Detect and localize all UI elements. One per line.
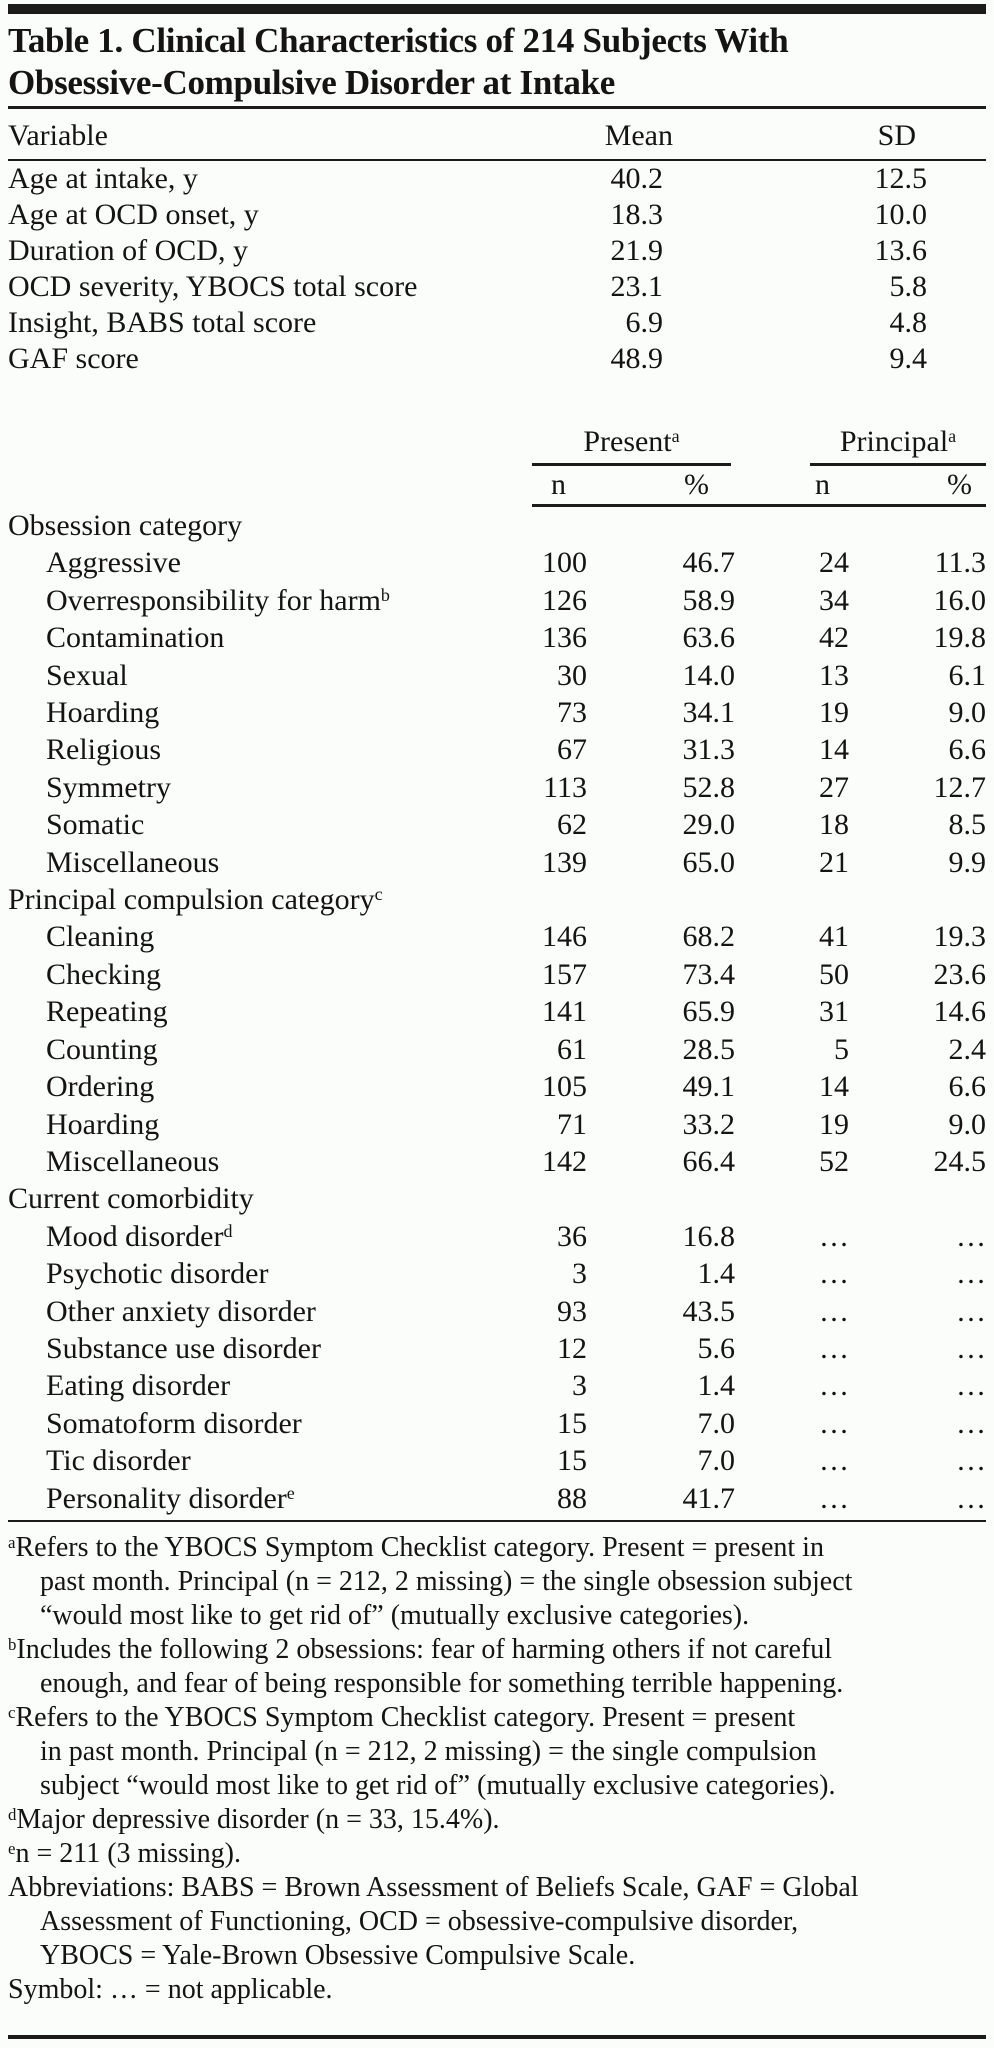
- category-label: Other anxiety disorder: [46, 1294, 316, 1328]
- present-n-value: 71: [557, 1107, 587, 1141]
- principal-pct-value: …: [956, 1257, 986, 1291]
- category-row: [8, 1480, 986, 1517]
- footnote: [8, 1837, 986, 1871]
- group-header-principal: [735, 427, 986, 466]
- principal-n-value: 14: [819, 1070, 849, 1104]
- principal-pct-value: 11.3: [934, 546, 986, 580]
- present-n-value: 100: [542, 546, 587, 580]
- present-pct-value: 49.1: [682, 1070, 735, 1104]
- superscript: a: [671, 426, 680, 446]
- stat-mean: 18.3: [610, 198, 663, 231]
- stat-label: Duration of OCD, y: [8, 234, 248, 267]
- section-header-row: [8, 1180, 986, 1217]
- stat-sd: 13.6: [874, 234, 927, 267]
- present-n-value: 3: [572, 1369, 587, 1403]
- footnote-line: subject “would most like to get rid of” (mutually exclusive categories).: [40, 1769, 836, 1801]
- category-row: [8, 1293, 986, 1330]
- present-pct-value: 68.2: [682, 920, 735, 954]
- principal-pct-value: 6.6: [948, 1070, 986, 1104]
- principal-pct-value: …: [956, 1481, 986, 1515]
- category-row: [8, 619, 986, 656]
- principal-pct-value: 2.4: [948, 1032, 986, 1066]
- section-header-row: [8, 507, 986, 544]
- principal-n-value: …: [819, 1257, 849, 1291]
- present-pct-value: 58.9: [682, 583, 735, 617]
- principal-pct-value: 9.0: [948, 696, 986, 730]
- stat-label: Insight, BABS total score: [8, 306, 317, 339]
- category-label: Substance use disorder: [46, 1331, 321, 1365]
- col-header-present-n: n: [551, 468, 566, 501]
- footnote: [8, 1871, 986, 1973]
- footnote: [8, 1973, 986, 2007]
- footnote-superscript: c: [8, 1702, 16, 1722]
- stat-sd: 4.8: [889, 306, 927, 339]
- present-n-value: 12: [557, 1331, 587, 1365]
- stats-header-variable: Variable: [8, 119, 108, 152]
- present-n-value: 141: [542, 995, 587, 1029]
- category-label: Somatoform disorder: [46, 1406, 302, 1440]
- principal-n-value: …: [819, 1481, 849, 1515]
- footnote: [8, 1633, 986, 1701]
- footnote-superscript: b: [8, 1634, 17, 1654]
- category-label: Cleaning: [46, 920, 155, 954]
- table-title: [8, 20, 986, 104]
- principal-pct-value: 14.6: [933, 995, 986, 1029]
- principal-pct-value: 6.6: [948, 733, 986, 767]
- principal-n-value: 19: [819, 1107, 849, 1141]
- stat-sd: 12.5: [874, 162, 927, 195]
- principal-pct-value: 19.8: [933, 621, 986, 655]
- section-label: Obsession category: [8, 509, 243, 542]
- category-subheader-row: [8, 466, 986, 504]
- present-n-value: 67: [557, 733, 587, 767]
- category-label: Tic disorder: [46, 1444, 191, 1478]
- category-label: Miscellaneous: [46, 1144, 220, 1178]
- present-pct-value: 65.0: [682, 845, 735, 879]
- principal-n-value: …: [819, 1444, 849, 1478]
- stat-label: Age at OCD onset, y: [8, 198, 259, 231]
- stat-mean: 21.9: [610, 234, 663, 267]
- principal-pct-value: 6.1: [948, 658, 986, 692]
- principal-pct-value: 9.0: [948, 1107, 986, 1141]
- present-n-value: 73: [557, 696, 587, 730]
- footnote-line: Symbol: … = not applicable.: [8, 1973, 333, 2005]
- footnote-line: $^c$Refers to the YBOCS Symptom Checklist category. Present = present: [8, 1701, 796, 1733]
- stats-table-body: [8, 161, 986, 377]
- footnote: [8, 1701, 986, 1803]
- section-label: Principal compulsion category$^c$: [8, 883, 383, 917]
- footnote-line: $^d$Major depressive disorder (n = 33, 15.4%).: [8, 1803, 500, 1835]
- group-header-present: [497, 427, 735, 466]
- category-row: [8, 731, 986, 768]
- footnotes: [8, 1522, 986, 2007]
- principal-pct-value: 23.6: [933, 957, 986, 991]
- footnote-line: $^b$Includes the following 2 obsessions: fear of harming others if not careful: [8, 1633, 833, 1665]
- present-n-value: 88: [557, 1481, 587, 1515]
- principal-n-value: 14: [819, 733, 849, 767]
- stat-sd: 10.0: [874, 198, 927, 231]
- present-pct-value: 29.0: [682, 808, 735, 842]
- principal-pct-value: …: [956, 1219, 986, 1253]
- category-label: Aggressive: [46, 546, 181, 580]
- footnote-line: YBOCS = Yale-Brown Obsessive Compulsive Scale.: [40, 1939, 636, 1971]
- principal-n-value: …: [819, 1331, 849, 1365]
- principal-pct-value: …: [956, 1369, 986, 1403]
- category-row: [8, 1255, 986, 1292]
- present-pct-value: 41.7: [682, 1481, 735, 1515]
- principal-group-label: Principal$^a$: [810, 427, 986, 466]
- stats-row: [8, 269, 986, 305]
- category-row: [8, 1031, 986, 1068]
- present-pct-value: 7.0: [697, 1444, 735, 1478]
- footnote: [8, 1531, 986, 1633]
- superscript: c: [374, 884, 383, 905]
- stat-mean: 48.9: [610, 342, 663, 375]
- category-row: [8, 993, 986, 1030]
- present-pct-value: 1.4: [697, 1257, 735, 1291]
- category-row: [8, 694, 986, 731]
- principal-n-value: 24: [819, 546, 849, 580]
- principal-n-value: 5: [834, 1032, 849, 1066]
- category-label: Ordering: [46, 1070, 155, 1104]
- principal-n-value: 21: [819, 845, 849, 879]
- category-label: Eating disorder: [46, 1369, 231, 1403]
- category-label: Somatic: [46, 808, 145, 842]
- principal-n-value: 19: [819, 696, 849, 730]
- principal-pct-value: …: [956, 1444, 986, 1478]
- stat-mean: 40.2: [610, 162, 663, 195]
- present-pct-value: 43.5: [682, 1294, 735, 1328]
- category-label: Religious: [46, 733, 162, 767]
- stats-header-row: [8, 109, 986, 159]
- present-pct-value: 7.0: [697, 1406, 735, 1440]
- present-n-value: 105: [542, 1070, 587, 1104]
- category-row: [8, 1367, 986, 1404]
- present-pct-value: 33.2: [682, 1107, 735, 1141]
- present-n-value: 93: [557, 1294, 587, 1328]
- principal-pct-value: 8.5: [948, 808, 986, 842]
- superscript: e: [286, 1482, 295, 1503]
- category-row: [8, 769, 986, 806]
- present-n-value: 157: [542, 957, 587, 991]
- footnote: [8, 1803, 986, 1837]
- superscript: a: [948, 426, 957, 446]
- stat-mean: 23.1: [610, 270, 663, 303]
- stats-row: [8, 233, 986, 269]
- present-n-value: 139: [542, 845, 587, 879]
- principal-pct-value: …: [956, 1294, 986, 1328]
- present-n-value: 61: [557, 1032, 587, 1066]
- stat-sd: 9.4: [889, 342, 927, 375]
- category-label: Overresponsibility for harm$^b$: [46, 583, 390, 617]
- category-row: [8, 544, 986, 581]
- footnote-line: $^a$Refers to the YBOCS Symptom Checklist category. Present = present in: [8, 1531, 824, 1563]
- category-row: [8, 1442, 986, 1479]
- present-pct-value: 34.1: [682, 696, 735, 730]
- present-pct-value: 46.7: [682, 546, 735, 580]
- present-n-value: 146: [542, 920, 587, 954]
- footnote-line: enough, and fear of being responsible for something terrible happening.: [40, 1667, 844, 1699]
- present-pct-value: 65.9: [682, 995, 735, 1029]
- principal-pct-value: 12.7: [933, 770, 986, 804]
- present-n-value: 30: [557, 658, 587, 692]
- present-pct-value: 31.3: [682, 733, 735, 767]
- superscript: b: [380, 584, 390, 605]
- category-row: [8, 1068, 986, 1105]
- stats-header-mean: Mean: [604, 119, 673, 152]
- present-n-value: 126: [542, 583, 587, 617]
- category-label: Psychotic disorder: [46, 1257, 269, 1291]
- present-n-value: 36: [557, 1219, 587, 1253]
- principal-n-value: 13: [819, 658, 849, 692]
- superscript: d: [223, 1220, 233, 1241]
- present-pct-value: 14.0: [682, 658, 735, 692]
- principal-n-value: 50: [819, 957, 849, 991]
- principal-n-value: 42: [819, 621, 849, 655]
- category-label: Hoarding: [46, 1107, 160, 1141]
- present-n-value: 136: [542, 621, 587, 655]
- footnote-line: “would most like to get rid of” (mutually exclusive categories).: [40, 1599, 750, 1631]
- title-line: Table 1. Clinical Characteristics of 214 Subjects With: [8, 21, 789, 60]
- present-pct-value: 66.4: [682, 1144, 735, 1178]
- category-row: [8, 657, 986, 694]
- principal-pct-value: 9.9: [948, 845, 986, 879]
- footnote-superscript: e: [8, 1838, 16, 1858]
- present-n-value: 15: [557, 1444, 587, 1478]
- category-row: [8, 1143, 986, 1180]
- present-n-value: 113: [543, 770, 587, 804]
- category-row: [8, 844, 986, 881]
- category-group-header-row: [8, 427, 986, 466]
- present-pct-value: 5.6: [697, 1331, 735, 1365]
- category-label: Repeating: [46, 995, 168, 1029]
- stat-label: GAF score: [8, 342, 139, 375]
- category-row: [8, 956, 986, 993]
- stats-row: [8, 341, 986, 377]
- present-pct-value: 16.8: [682, 1219, 735, 1253]
- category-row: [8, 1330, 986, 1367]
- category-label: Sexual: [46, 658, 128, 692]
- category-row: [8, 1106, 986, 1143]
- stats-row: [8, 161, 986, 197]
- principal-n-value: 41: [819, 920, 849, 954]
- subheader-divider: [532, 504, 986, 507]
- present-n-value: 15: [557, 1406, 587, 1440]
- category-label: Hoarding: [46, 696, 160, 730]
- footnote-line: past month. Principal (n = 212, 2 missing) = the single obsession subject: [40, 1565, 853, 1597]
- stat-sd: 5.8: [889, 270, 927, 303]
- stats-row: [8, 197, 986, 233]
- footnote-line: in past month. Principal (n = 212, 2 missing) = the single compulsion: [40, 1735, 817, 1767]
- category-label: Mood disorder$^d$: [46, 1219, 233, 1253]
- category-label: Checking: [46, 957, 161, 991]
- present-pct-value: 63.6: [682, 621, 735, 655]
- principal-pct-value: 16.0: [933, 583, 986, 617]
- top-bar-rule: [8, 4, 986, 14]
- category-label: Miscellaneous: [46, 845, 220, 879]
- col-header-present-pct: %: [684, 468, 709, 501]
- category-row: [8, 1405, 986, 1442]
- present-pct-value: 1.4: [697, 1369, 735, 1403]
- col-header-principal-pct: %: [947, 468, 972, 501]
- present-pct-value: 52.8: [682, 770, 735, 804]
- category-label: Symmetry: [46, 770, 171, 804]
- present-n-value: 3: [572, 1257, 587, 1291]
- principal-pct-value: 24.5: [933, 1144, 986, 1178]
- section-label: Current comorbidity: [8, 1182, 254, 1216]
- principal-n-value: 27: [819, 770, 849, 804]
- present-pct-value: 73.4: [682, 957, 735, 991]
- principal-n-value: …: [819, 1219, 849, 1253]
- stat-mean: 6.9: [625, 306, 663, 339]
- principal-pct-value: 19.3: [933, 920, 986, 954]
- present-n-value: 142: [542, 1144, 587, 1178]
- principal-n-value: …: [819, 1406, 849, 1440]
- stat-label: OCD severity, YBOCS total score: [8, 270, 418, 303]
- principal-pct-value: …: [956, 1331, 986, 1365]
- stats-row: [8, 305, 986, 341]
- title-line: Obsessive-Compulsive Disorder at Intake: [8, 63, 615, 102]
- category-row: [8, 806, 986, 843]
- principal-n-value: …: [819, 1369, 849, 1403]
- footnote-line: Abbreviations: BABS = Brown Assessment of Beliefs Scale, GAF = Global: [8, 1871, 859, 1903]
- footnote-superscript: a: [8, 1532, 16, 1552]
- category-row: [8, 1218, 986, 1255]
- present-n-value: 62: [557, 808, 587, 842]
- stats-header-sd: SD: [877, 119, 916, 152]
- stat-label: Age at intake, y: [8, 162, 198, 195]
- category-row: [8, 918, 986, 955]
- principal-n-value: …: [819, 1294, 849, 1328]
- category-label: Personality disorder$^e$: [46, 1481, 295, 1515]
- category-table-body: [8, 507, 986, 1517]
- footnote-line: $^e$n = 211 (3 missing).: [8, 1837, 241, 1869]
- principal-pct-value: …: [956, 1406, 986, 1440]
- category-row: [8, 582, 986, 619]
- category-label: Counting: [46, 1032, 158, 1066]
- section-header-row: [8, 881, 986, 918]
- col-header-principal-n: n: [815, 468, 830, 501]
- footnote-superscript: d: [8, 1804, 17, 1824]
- principal-n-value: 18: [819, 808, 849, 842]
- present-pct-value: 28.5: [682, 1032, 735, 1066]
- category-label: Contamination: [46, 621, 225, 655]
- footnote-line: Assessment of Functioning, OCD = obsessive-compulsive disorder,: [40, 1905, 799, 1937]
- principal-n-value: 31: [819, 995, 849, 1029]
- bottom-rule: [8, 2035, 986, 2039]
- principal-n-value: 52: [819, 1144, 849, 1178]
- principal-n-value: 34: [819, 583, 849, 617]
- present-group-label: Present$^a$: [532, 427, 731, 466]
